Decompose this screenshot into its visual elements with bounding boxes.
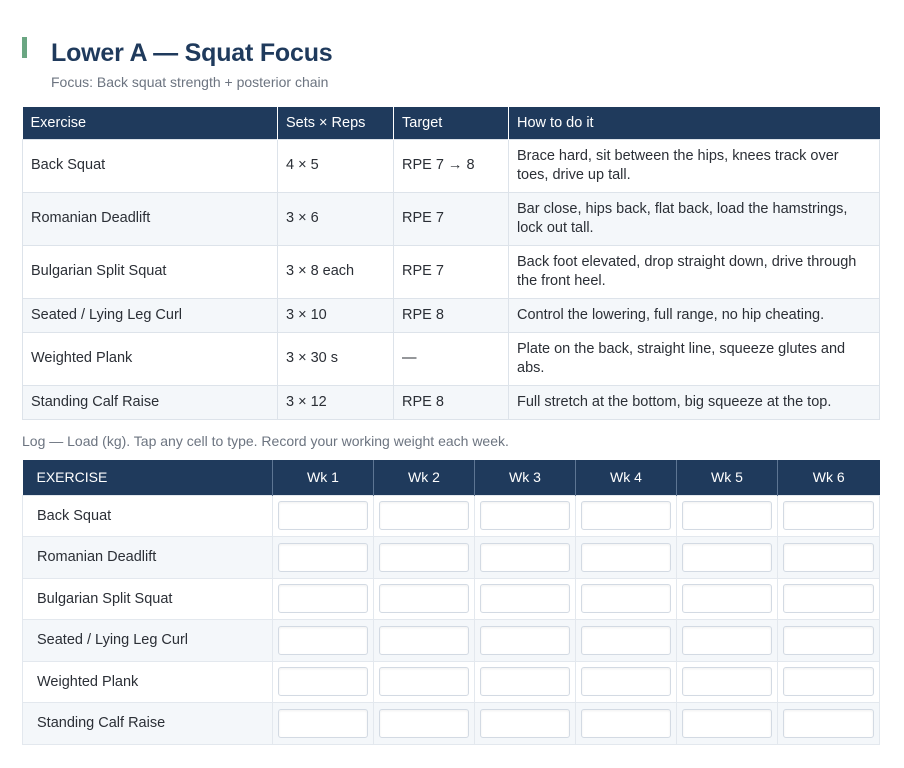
load-input-wk2[interactable]: [379, 667, 469, 696]
load-log-table: [22, 460, 880, 745]
col-header-sets-reps: Sets × Reps: [278, 107, 394, 139]
log-header-week: Wk 2: [374, 460, 475, 495]
log-cell: [273, 537, 374, 579]
load-input-wk5[interactable]: [682, 543, 772, 572]
log-cell: [576, 537, 677, 579]
plan-how: Back foot elevated, drop straight down, drive through the front heel.: [509, 245, 880, 298]
load-input-wk1[interactable]: [278, 626, 368, 655]
log-row: [23, 661, 880, 703]
load-input-wk6[interactable]: [783, 626, 874, 655]
log-exercise-name: Standing Calf Raise: [23, 703, 273, 745]
log-row: [23, 620, 880, 662]
plan-row: [23, 385, 880, 419]
log-row: [23, 578, 880, 620]
log-cell: [475, 495, 576, 537]
plan-exercise: Back Squat: [23, 139, 278, 192]
log-cell: [778, 620, 880, 662]
load-input-wk2[interactable]: [379, 709, 469, 738]
plan-target: RPE 8: [394, 298, 509, 332]
page-title: Lower A — Squat Focus: [51, 39, 333, 67]
log-cell: [778, 703, 880, 745]
plan-how: Brace hard, sit between the hips, knees track over toes, drive up tall.: [509, 139, 880, 192]
load-input-wk1[interactable]: [278, 667, 368, 696]
load-input-wk5[interactable]: [682, 709, 772, 738]
load-input-wk1[interactable]: [278, 709, 368, 738]
load-input-wk1[interactable]: [278, 543, 368, 572]
plan-sets-reps: 3 × 12: [278, 385, 394, 419]
load-input-wk3[interactable]: [480, 709, 570, 738]
plan-sets-reps: 3 × 8 each: [278, 245, 394, 298]
log-row: [23, 703, 880, 745]
load-input-wk4[interactable]: [581, 667, 671, 696]
log-cell: [374, 661, 475, 703]
log-exercise-name: Weighted Plank: [23, 661, 273, 703]
load-input-wk6[interactable]: [783, 543, 874, 572]
plan-how: Control the lowering, full range, no hip cheating.: [509, 298, 880, 332]
page-subtitle: Focus: Back squat strength + posterior chain: [51, 74, 329, 90]
log-header-week: Wk 3: [475, 460, 576, 495]
log-cell: [576, 703, 677, 745]
log-header-week: Wk 5: [677, 460, 778, 495]
log-cell: [576, 661, 677, 703]
log-cell: [778, 537, 880, 579]
load-input-wk4[interactable]: [581, 626, 671, 655]
load-input-wk2[interactable]: [379, 584, 469, 613]
load-input-wk3[interactable]: [480, 626, 570, 655]
load-input-wk3[interactable]: [480, 543, 570, 572]
log-cell: [576, 495, 677, 537]
log-cell: [273, 578, 374, 620]
log-header-exercise: EXERCISE: [23, 460, 273, 495]
log-header-week: Wk 6: [778, 460, 880, 495]
log-row: [23, 495, 880, 537]
log-exercise-name: Seated / Lying Leg Curl: [23, 620, 273, 662]
load-input-wk1[interactable]: [278, 501, 368, 530]
log-cell: [677, 661, 778, 703]
log-cell: [475, 578, 576, 620]
load-input-wk2[interactable]: [379, 543, 469, 572]
load-input-wk5[interactable]: [682, 667, 772, 696]
log-exercise-name: Back Squat: [23, 495, 273, 537]
log-cell: [374, 620, 475, 662]
log-cell: [576, 578, 677, 620]
plan-header-row: [23, 107, 880, 139]
plan-target: RPE 7: [394, 245, 509, 298]
plan-target: —: [394, 332, 509, 385]
plan-row: [23, 192, 880, 245]
load-input-wk3[interactable]: [480, 501, 570, 530]
plan-target: RPE 8: [394, 385, 509, 419]
load-input-wk3[interactable]: [480, 584, 570, 613]
log-cell: [576, 620, 677, 662]
log-cell: [778, 661, 880, 703]
log-header-row: [23, 460, 880, 495]
load-input-wk4[interactable]: [581, 709, 671, 738]
log-cell: [475, 661, 576, 703]
plan-how: Full stretch at the bottom, big squeeze at the top.: [509, 385, 880, 419]
log-exercise-name: Bulgarian Split Squat: [23, 578, 273, 620]
log-caption: Log — Load (kg). Tap any cell to type. Record your working weight each week.: [22, 433, 509, 449]
log-exercise-name: Romanian Deadlift: [23, 537, 273, 579]
log-cell: [374, 537, 475, 579]
load-input-wk4[interactable]: [581, 501, 671, 530]
plan-exercise: Standing Calf Raise: [23, 385, 278, 419]
plan-how: Bar close, hips back, flat back, load the hamstrings, lock out tall.: [509, 192, 880, 245]
load-input-wk4[interactable]: [581, 584, 671, 613]
col-header-how: How to do it: [509, 107, 880, 139]
load-input-wk4[interactable]: [581, 543, 671, 572]
load-input-wk6[interactable]: [783, 501, 874, 530]
log-cell: [475, 620, 576, 662]
log-cell: [374, 703, 475, 745]
log-row: [23, 537, 880, 579]
log-cell: [475, 537, 576, 579]
col-header-target: Target: [394, 107, 509, 139]
plan-row: [23, 139, 880, 192]
load-input-wk6[interactable]: [783, 667, 874, 696]
plan-row: [23, 298, 880, 332]
plan-row: [23, 245, 880, 298]
load-input-wk5[interactable]: [682, 626, 772, 655]
plan-sets-reps: 4 × 5: [278, 139, 394, 192]
log-cell: [778, 495, 880, 537]
plan-exercise: Seated / Lying Leg Curl: [23, 298, 278, 332]
load-input-wk1[interactable]: [278, 584, 368, 613]
log-cell: [273, 661, 374, 703]
plan-exercise: Weighted Plank: [23, 332, 278, 385]
load-input-wk3[interactable]: [480, 667, 570, 696]
load-input-wk2[interactable]: [379, 501, 469, 530]
plan-exercise: Romanian Deadlift: [23, 192, 278, 245]
plan-exercise: Bulgarian Split Squat: [23, 245, 278, 298]
log-cell: [677, 537, 778, 579]
log-cell: [273, 703, 374, 745]
plan-sets-reps: 3 × 6: [278, 192, 394, 245]
log-cell: [778, 578, 880, 620]
log-cell: [374, 578, 475, 620]
log-cell: [273, 495, 374, 537]
log-cell: [273, 620, 374, 662]
load-input-wk5[interactable]: [682, 501, 772, 530]
plan-sets-reps: 3 × 30 s: [278, 332, 394, 385]
plan-target: RPE 7 → 8: [394, 139, 509, 192]
plan-row: [23, 332, 880, 385]
log-cell: [677, 703, 778, 745]
title-accent-bar: [22, 37, 27, 58]
load-input-wk6[interactable]: [783, 709, 874, 738]
log-cell: [677, 495, 778, 537]
log-cell: [374, 495, 475, 537]
plan-target: RPE 7: [394, 192, 509, 245]
load-input-wk5[interactable]: [682, 584, 772, 613]
log-header-week: Wk 4: [576, 460, 677, 495]
log-cell: [677, 620, 778, 662]
log-cell: [677, 578, 778, 620]
load-input-wk2[interactable]: [379, 626, 469, 655]
exercise-plan-table: [22, 107, 880, 420]
plan-how: Plate on the back, straight line, squeeze glutes and abs.: [509, 332, 880, 385]
log-cell: [475, 703, 576, 745]
load-input-wk6[interactable]: [783, 584, 874, 613]
col-header-exercise: Exercise: [23, 107, 278, 139]
plan-sets-reps: 3 × 10: [278, 298, 394, 332]
log-header-week: Wk 1: [273, 460, 374, 495]
